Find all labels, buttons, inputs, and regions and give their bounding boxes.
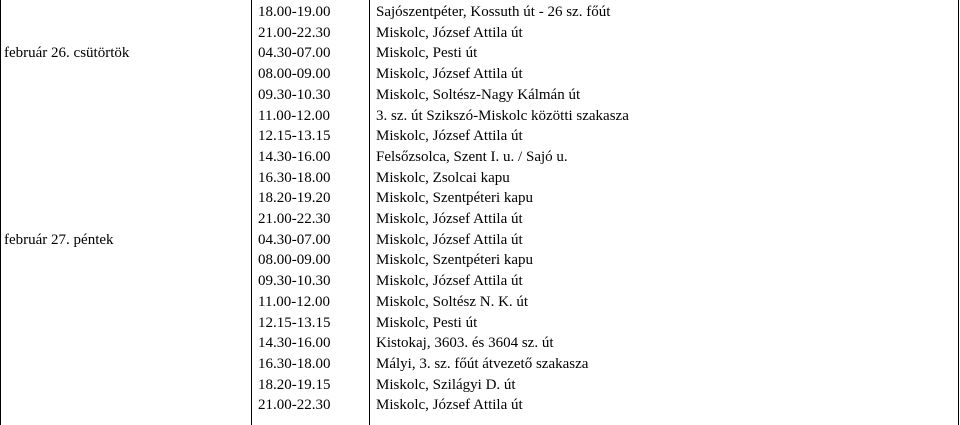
location-cell: Miskolc, József Attila út bbox=[376, 397, 523, 414]
time-cell: 21.00-22.30 bbox=[258, 211, 331, 227]
time-cell: 04.30-07.00 bbox=[258, 45, 331, 62]
location-cell: Miskolc, József Attila út bbox=[376, 66, 523, 83]
time-cell: 18.00-19.00 bbox=[258, 4, 331, 20]
location-cell: Miskolc, Szilágyi D. út bbox=[376, 376, 516, 393]
location-cell: Miskolc, Pesti út bbox=[376, 45, 478, 62]
table-row bbox=[0, 188, 960, 209]
table-row bbox=[0, 292, 960, 313]
location-cell: Miskolc, Pesti út bbox=[376, 314, 478, 331]
time-cell: 11.00-12.00 bbox=[258, 107, 330, 124]
table-row bbox=[0, 2, 960, 23]
location-cell: Miskolc, József Attila út bbox=[376, 24, 523, 41]
location-cell: Miskolc, József Attila út bbox=[376, 211, 523, 227]
table-row bbox=[0, 375, 960, 396]
time-cell: 14.30-16.00 bbox=[258, 148, 331, 165]
table-row bbox=[0, 313, 960, 334]
time-cell: 08.00-09.00 bbox=[258, 66, 331, 83]
time-cell: 09.30-10.30 bbox=[258, 86, 331, 103]
time-cell: 21.00-22.30 bbox=[258, 397, 331, 414]
table-row bbox=[0, 209, 960, 230]
table-row bbox=[0, 168, 960, 189]
day-cell: február 26. csütörtök bbox=[4, 45, 130, 62]
time-cell: 12.15-13.15 bbox=[258, 314, 331, 331]
time-cell: 09.30-10.30 bbox=[258, 273, 331, 290]
location-cell: Kistokaj, 3603. és 3604 sz. út bbox=[376, 335, 554, 352]
time-cell: 21.00-22.30 bbox=[258, 24, 331, 41]
location-cell: Miskolc, Zsolcai kapu bbox=[376, 169, 510, 186]
time-cell: 16.30-18.00 bbox=[258, 169, 331, 186]
table-row bbox=[0, 230, 960, 251]
location-cell: Sajószentpéter, Kossuth út - 26 sz. főút bbox=[376, 4, 611, 20]
table-row bbox=[0, 395, 960, 416]
location-cell: Miskolc, Soltész N. K. út bbox=[376, 293, 529, 310]
time-cell: 18.20-19.20 bbox=[258, 190, 331, 207]
location-cell: Mályi, 3. sz. főút átvezető szakasza bbox=[376, 355, 589, 372]
table-row bbox=[0, 85, 960, 106]
time-cell: 18.20-19.15 bbox=[258, 376, 331, 393]
location-cell: Felsőzsolca, Szent I. u. / Sajó u. bbox=[376, 148, 568, 165]
location-cell: Miskolc, Soltész-Nagy Kálmán út bbox=[376, 86, 581, 103]
day-cell: február 27. péntek bbox=[4, 231, 114, 248]
table-row bbox=[0, 43, 960, 64]
table-row bbox=[0, 126, 960, 147]
table-row bbox=[0, 250, 960, 271]
time-cell: 11.00-12.00 bbox=[258, 293, 330, 310]
time-cell: 12.15-13.15 bbox=[258, 128, 331, 145]
location-cell: 3. sz. út Szikszó-Miskolc közötti szakasza bbox=[376, 107, 629, 124]
location-cell: Miskolc, József Attila út bbox=[376, 128, 523, 145]
time-cell: 04.30-07.00 bbox=[258, 231, 331, 248]
table-row bbox=[0, 23, 960, 44]
table-row bbox=[0, 106, 960, 127]
time-cell: 16.30-18.00 bbox=[258, 355, 331, 372]
location-cell: Miskolc, Szentpéteri kapu bbox=[376, 190, 534, 207]
table-row bbox=[0, 354, 960, 375]
location-cell: Miskolc, Szentpéteri kapu bbox=[376, 252, 534, 269]
location-cell: Miskolc, József Attila út bbox=[376, 231, 523, 248]
table-row bbox=[0, 64, 960, 85]
time-cell: 08.00-09.00 bbox=[258, 252, 331, 269]
time-cell: 14.30-16.00 bbox=[258, 335, 331, 352]
table-row bbox=[0, 271, 960, 292]
table-row bbox=[0, 147, 960, 168]
location-cell: Miskolc, József Attila út bbox=[376, 273, 523, 290]
table-row bbox=[0, 333, 960, 354]
